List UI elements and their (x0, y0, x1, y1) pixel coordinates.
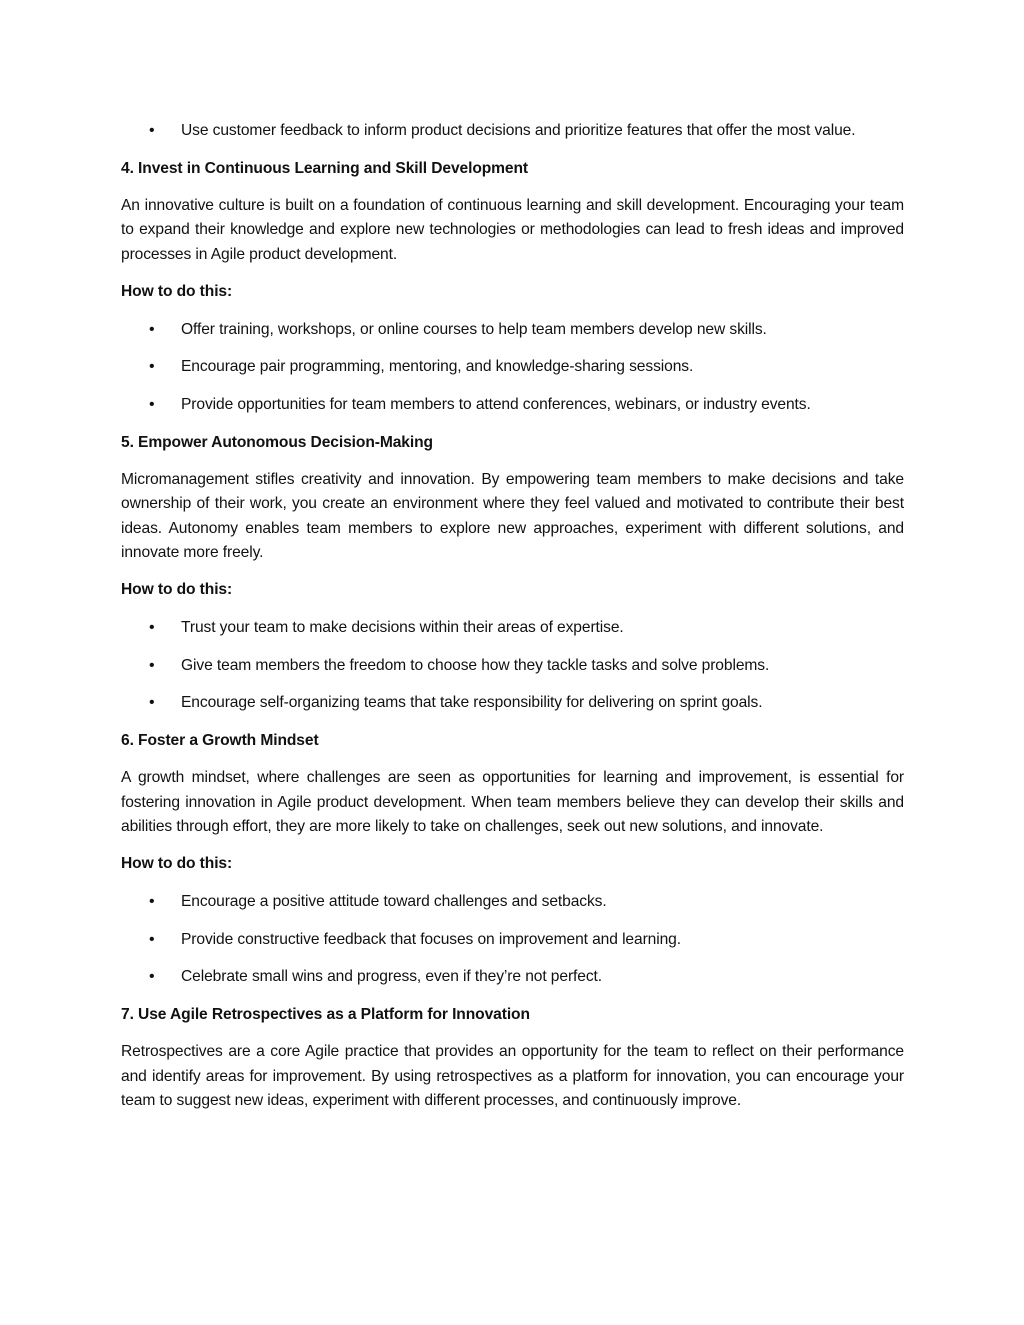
document-content (121, 119, 904, 1126)
section-body: Micromanagement stifles creativity and innovation. By empowering team members to make decisions and take ownership of their work, you create an environment where they feel valued and motivated to contribute their best ideas. Autonomy enables team members to explore new approaches, experiment with different solutions, and innovate more freely. (121, 471, 904, 561)
list-item: • Trust your team to make decisions within their areas of expertise. (121, 616, 904, 640)
list-item: • Give team members the freedom to choose how they tackle tasks and solve problems. (121, 654, 904, 678)
section-heading: 6. Foster a Growth Mindset (121, 731, 319, 749)
list-item: • Encourage pair programming, mentoring, and knowledge-sharing sessions. (121, 355, 904, 379)
bullet-list (121, 318, 904, 417)
list-item: • Celebrate small wins and progress, even if they’re not perfect. (121, 965, 904, 989)
section-body: A growth mindset, where challenges are seen as opportunities for learning and improvement, is essential for fostering innovation in Agile product development. When team members believe they can develop their skills and abilities through effort, they are more likely to take on challenges, seek out new solutions, and innovate. (121, 769, 904, 835)
section-heading: 7. Use Agile Retrospectives as a Platform for Innovation (121, 1005, 530, 1023)
bullet-list (121, 616, 904, 715)
howto-label: How to do this: (121, 283, 233, 301)
list-item: • Encourage a positive attitude toward challenges and setbacks. (121, 890, 904, 914)
section-heading: 5. Empower Autonomous Decision-Making (121, 433, 433, 451)
section-body: An innovative culture is built on a foundation of continuous learning and skill development. Encouraging your team to expand their knowledge and explore new technologies or methodologies can lead to fresh ideas and improved processes in Agile product development. (121, 197, 904, 263)
section-body: Retrospectives are a core Agile practice that provides an opportunity for the team to reflect on their performance and identify areas for improvement. By using retrospectives as a platform for innovation, you can encourage your team to suggest new ideas, experiment with different processes, and continuously improve. (121, 1043, 904, 1109)
list-item: • Use customer feedback to inform product decisions and prioritize features that offer the most value. (121, 119, 904, 143)
howto-label: How to do this: (121, 855, 233, 873)
intro-bullet-list (121, 119, 904, 143)
section-heading: 4. Invest in Continuous Learning and Skill Development (121, 159, 529, 177)
list-item: • Offer training, workshops, or online courses to help team members develop new skills. (121, 318, 904, 342)
list-item: • Provide constructive feedback that focuses on improvement and learning. (121, 928, 904, 952)
list-item: • Provide opportunities for team members to attend conferences, webinars, or industry events. (121, 393, 904, 417)
bullet-list (121, 890, 904, 989)
howto-label: How to do this: (121, 581, 233, 599)
list-item: • Encourage self-organizing teams that take responsibility for delivering on sprint goals. (121, 691, 904, 715)
